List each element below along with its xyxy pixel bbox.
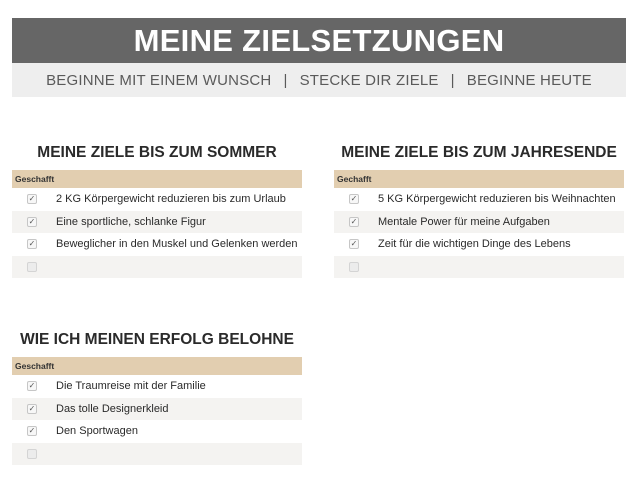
column-header: Geschafft [12, 357, 302, 375]
goal-text[interactable]: Eine sportliche, schlanke Figur [56, 215, 206, 228]
tagline-item: BEGINNE HEUTE [466, 71, 592, 89]
checkbox[interactable]: ✓ [28, 381, 36, 391]
page-title: MEINE ZIELSETZUNGEN [133, 23, 505, 58]
reward-text[interactable]: Die Traumreise mit der Familie [56, 380, 206, 393]
goal-row-empty [12, 256, 302, 279]
reward-section [12, 331, 302, 465]
tagline-item: STECKE DIR ZIELE [299, 71, 439, 89]
reward-row [12, 420, 302, 443]
goal-row [12, 211, 302, 234]
section-title: MEINE ZIELE BIS ZUM SOMMER [37, 144, 277, 161]
checkbox[interactable]: ✓ [28, 194, 36, 204]
section-title: WIE ICH MEINEN ERFOLG BELOHNE [20, 331, 294, 348]
tagline-separator: | [450, 71, 455, 89]
checkbox[interactable]: ✓ [28, 403, 36, 413]
goal-text[interactable]: Mentale Power für meine Aufgaben [378, 215, 550, 228]
title-banner [12, 18, 626, 63]
goal-row [12, 188, 302, 211]
checkbox[interactable] [27, 449, 37, 459]
goal-text[interactable]: 2 KG Körpergewicht reduzieren bis zum Urlaub [56, 193, 286, 206]
goal-row [334, 211, 624, 234]
tagline-bar [12, 63, 626, 97]
goal-text[interactable]: Zeit für die wichtigen Dinge des Lebens [378, 238, 571, 251]
checkbox[interactable]: ✓ [28, 239, 36, 249]
reward-row [12, 398, 302, 421]
goal-row-empty [334, 256, 624, 279]
checkbox[interactable] [27, 262, 37, 272]
tagline-separator: | [283, 71, 288, 89]
column-header: Gechafft [334, 170, 624, 188]
reward-text[interactable]: Das tolle Designerkleid [56, 402, 169, 415]
tagline-item: BEGINNE MIT EINEM WUNSCH [46, 71, 272, 89]
goal-text[interactable]: 5 KG Körpergewicht reduzieren bis Weihnachten [378, 193, 616, 206]
section-title: MEINE ZIELE BIS ZUM JAHRESENDE [341, 144, 617, 161]
checkbox[interactable]: ✓ [350, 239, 358, 249]
goal-row [334, 233, 624, 256]
reward-row [12, 375, 302, 398]
checkbox[interactable]: ✓ [350, 216, 358, 226]
goal-row [12, 233, 302, 256]
checkbox[interactable] [349, 262, 359, 272]
checkbox[interactable]: ✓ [28, 216, 36, 226]
reward-row-empty [12, 443, 302, 466]
goals-summer-section [12, 144, 302, 278]
goal-row [334, 188, 624, 211]
checkbox[interactable]: ✓ [28, 426, 36, 436]
goal-text[interactable]: Beweglicher in den Muskel und Gelenken werden [56, 238, 298, 251]
checkbox[interactable]: ✓ [350, 194, 358, 204]
reward-text[interactable]: Den Sportwagen [56, 425, 138, 438]
column-header: Geschafft [12, 170, 302, 188]
goals-year-end-section [334, 144, 624, 278]
